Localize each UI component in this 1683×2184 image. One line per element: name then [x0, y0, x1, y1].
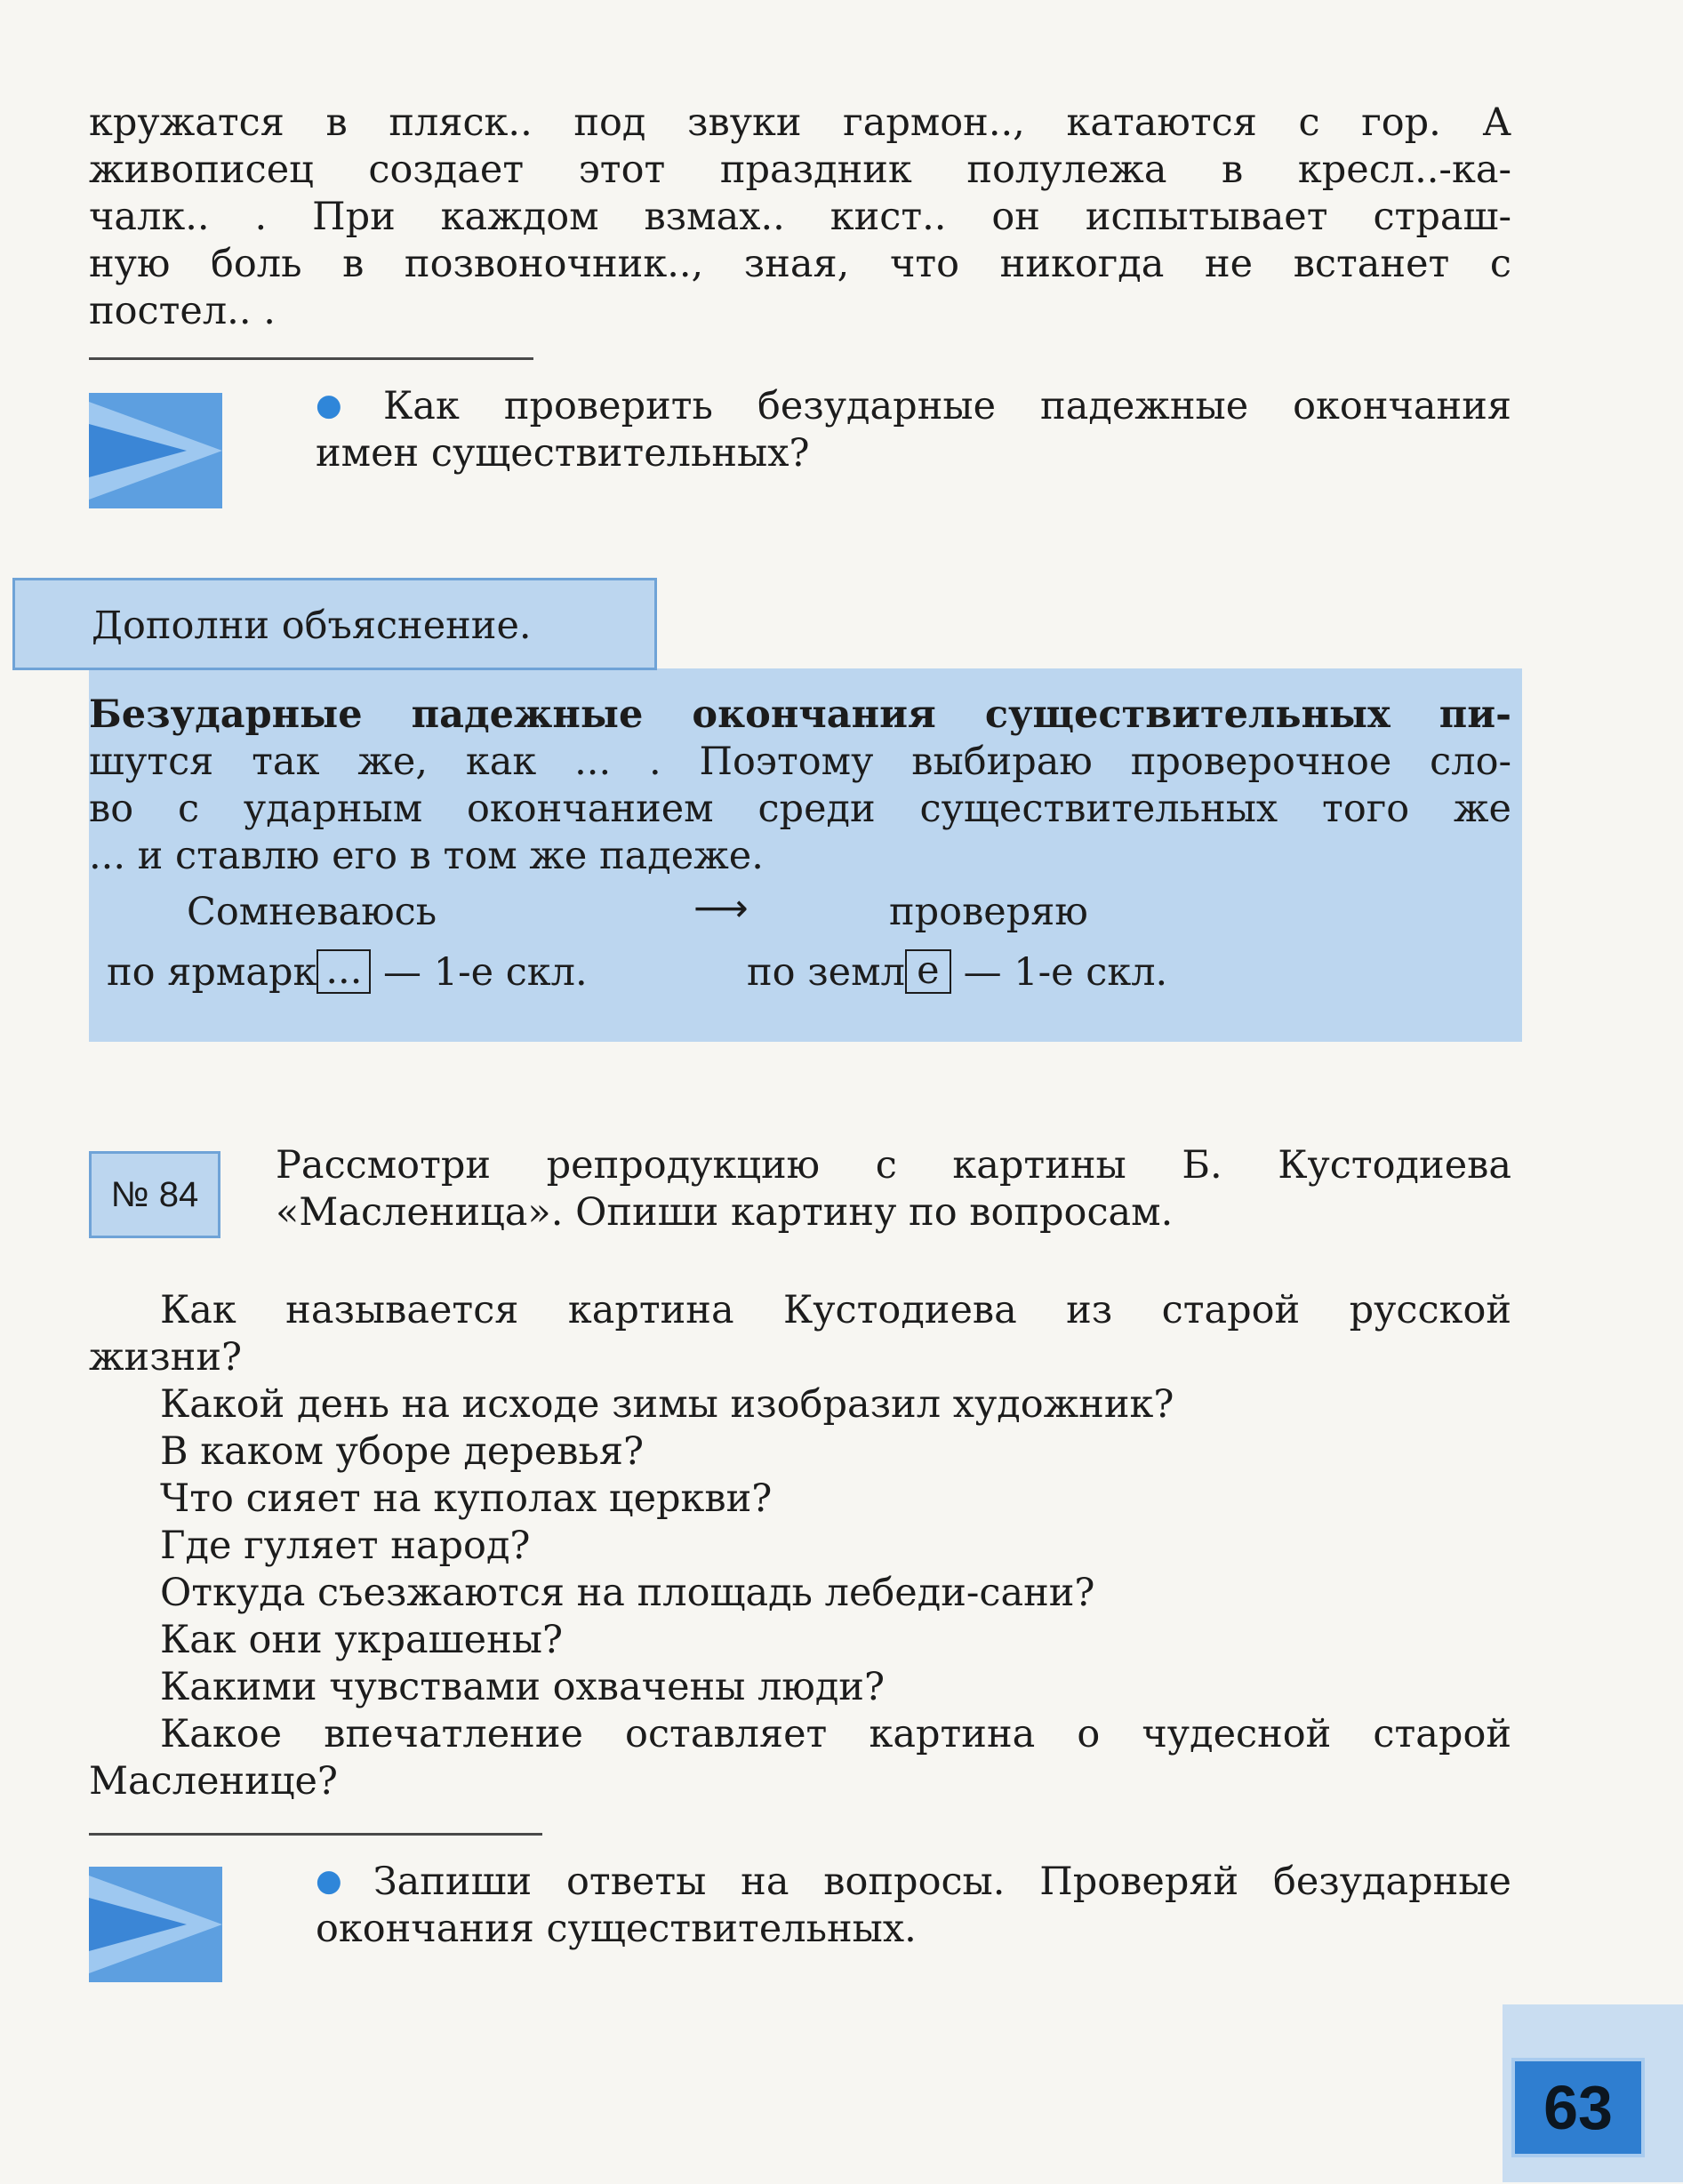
question-line: Где гуляет народ? [160, 1524, 531, 1568]
example-left-prefix: по ярмарк [107, 950, 317, 995]
supplement-label: Дополни объяснение. [92, 604, 532, 648]
arrow-icon: ⟶ [693, 886, 749, 931]
doubt-label: Сомневаюсь [187, 890, 437, 934]
page-number: 63 [1511, 2058, 1645, 2157]
rule-text [89, 692, 1511, 880]
bullet-icon: ● [316, 1863, 365, 1899]
rule-line: ... и ставлю его в том же падеже. [89, 834, 764, 878]
intro-line: живописец создает этот праздник полулежа в кресл..-ка- [89, 148, 1511, 192]
exercise-instruction [276, 1142, 1511, 1236]
question-line: жизни? [89, 1335, 243, 1380]
example-right [747, 949, 1167, 996]
question-line: Какое впечатление оставляет картина о чудесной старой [160, 1712, 1511, 1756]
check-label: проверяю [889, 890, 1088, 934]
task-write-answers [316, 1858, 1511, 1953]
task-write-line: Запиши ответы на вопросы. Проверяй безударные [373, 1860, 1512, 1904]
intro-paragraph [89, 100, 1511, 335]
example-left-suffix: — 1-е скл. [383, 950, 588, 995]
supplement-label-tab [12, 578, 657, 670]
task-check-line: имен существительных? [316, 431, 810, 476]
task-marker-icon [89, 1867, 222, 1982]
question-line: Что сияет на куполах церкви? [160, 1476, 773, 1521]
divider-rule [89, 1833, 542, 1836]
intro-line: ную боль в позвоночник.., зная, что никогда не встанет с [89, 242, 1511, 286]
question-line: Как называется картина Кустодиева из старой русской [160, 1288, 1511, 1332]
task-check-line: Как проверить безударные падежные окончания [383, 384, 1511, 428]
rule-line: Безударные падежные окончания существительных пи- [89, 692, 1511, 737]
example-right-prefix: по земл [747, 950, 905, 995]
example-right-suffix: — 1-е скл. [963, 950, 1168, 995]
example-left [107, 949, 588, 996]
intro-line: кружатся в пляск.. под звуки гармон.., катаются с гор. А [89, 100, 1511, 145]
bullet-icon: ● [316, 388, 375, 423]
instruction-line: «Масленица». Опиши картину по вопросам. [276, 1190, 1174, 1235]
exercise-number-badge: № 84 [89, 1151, 220, 1238]
question-line: Масленице? [89, 1759, 338, 1804]
question-list [89, 1287, 1511, 1805]
question-line: Как они украшены? [160, 1618, 564, 1662]
intro-line: чалк.. . При каждом взмах.. кист.. он испытывает страш- [89, 195, 1511, 239]
answer-blank-box: е [905, 949, 951, 994]
question-line: Откуда съезжаются на площадь лебеди-сани? [160, 1571, 1095, 1615]
question-line: Какой день на исходе зимы изобразил художник? [160, 1382, 1174, 1427]
rule-line: во с ударным окончанием среди существительных того же [89, 787, 1511, 831]
rule-line: шутся так же, как ... . Поэтому выбираю проверочное сло- [89, 740, 1511, 784]
question-line: Какими чувствами охвачены люди? [160, 1665, 886, 1709]
task-marker-icon [89, 393, 222, 508]
instruction-line: Рассмотри репродукцию с картины Б. Кустодиева [276, 1143, 1511, 1188]
answer-blank-box: ... [317, 949, 371, 994]
task-check-question [316, 382, 1511, 477]
task-write-line: окончания существительных. [316, 1907, 917, 1951]
divider-rule [89, 357, 533, 360]
intro-line: постел.. . [89, 289, 276, 333]
question-line: В каком уборе деревья? [160, 1429, 645, 1474]
